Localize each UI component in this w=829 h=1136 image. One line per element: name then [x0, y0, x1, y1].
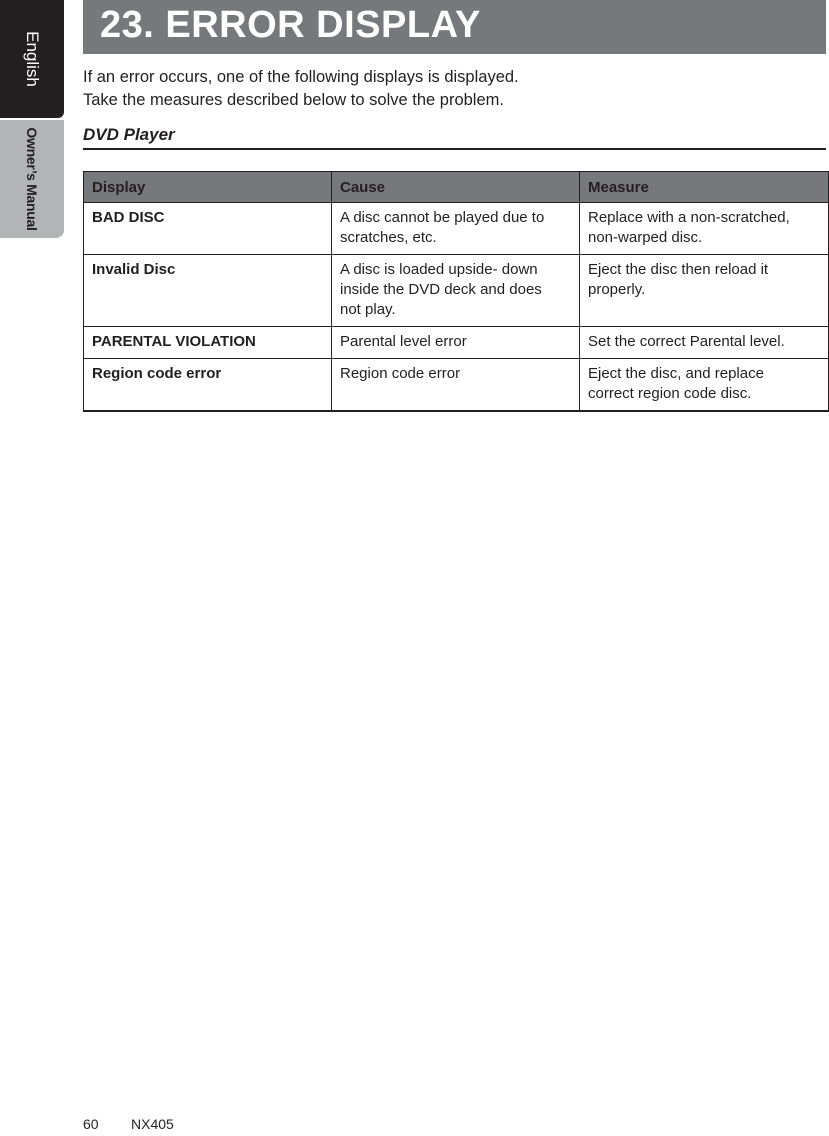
cause-cell: [332, 255, 580, 327]
cause-cell: [332, 359, 580, 412]
display-cell: Invalid Disc: [84, 255, 332, 327]
language-tab: [0, 0, 64, 118]
measure-line: correct region code disc.: [588, 385, 752, 402]
error-table: [83, 171, 829, 412]
manual-tab-label: Owner’s Manual: [24, 127, 40, 231]
measure-cell: [580, 203, 829, 255]
cause-cell: [332, 327, 580, 359]
cause-line: not play.: [340, 301, 396, 318]
page-number: 60: [83, 1116, 99, 1132]
measure-line: non-warped disc.: [588, 229, 703, 246]
measure-line: Eject the disc then reload it: [588, 261, 769, 278]
display-cell: PARENTAL VIOLATION: [84, 327, 332, 359]
intro-paragraph: [83, 66, 783, 112]
cause-line: A disc cannot be played due to: [340, 209, 545, 226]
table-row: [84, 203, 829, 255]
page-title-bar: [83, 0, 826, 54]
table-row: [84, 359, 829, 412]
intro-line: If an error occurs, one of the following displays is displayed.: [83, 68, 519, 86]
cause-line: Parental level error: [340, 333, 467, 350]
display-cell: Region code error: [84, 359, 332, 412]
table-header-row: [84, 172, 829, 203]
cause-line: inside the DVD deck and does: [340, 281, 542, 298]
table-row: [84, 327, 829, 359]
measure-line: Eject the disc, and replace: [588, 365, 764, 382]
cause-cell: [332, 203, 580, 255]
page-title: 23. ERROR DISPLAY: [100, 4, 481, 46]
measure-line: Set the correct Parental level.: [588, 333, 785, 350]
cause-line: Region code error: [340, 365, 461, 382]
manual-tab: [0, 120, 64, 238]
display-cell: BAD DISC: [84, 203, 332, 255]
measure-cell: [580, 255, 829, 327]
section-title: DVD Player: [83, 125, 175, 144]
column-header-display: Display: [84, 172, 332, 203]
cause-line: A disc is loaded upside- down: [340, 261, 538, 278]
cause-line: scratches, etc.: [340, 229, 437, 246]
measure-line: Replace with a non-scratched,: [588, 209, 790, 226]
section-divider: [83, 148, 826, 150]
language-tab-label: English: [23, 31, 42, 87]
column-header-cause: Cause: [332, 172, 580, 203]
measure-cell: [580, 359, 829, 412]
measure-line: properly.: [588, 281, 646, 298]
table-row: [84, 255, 829, 327]
column-header-measure: Measure: [580, 172, 829, 203]
model-number: NX405: [131, 1116, 174, 1132]
intro-line: Take the measures described below to solve the problem.: [83, 91, 504, 109]
measure-cell: [580, 327, 829, 359]
